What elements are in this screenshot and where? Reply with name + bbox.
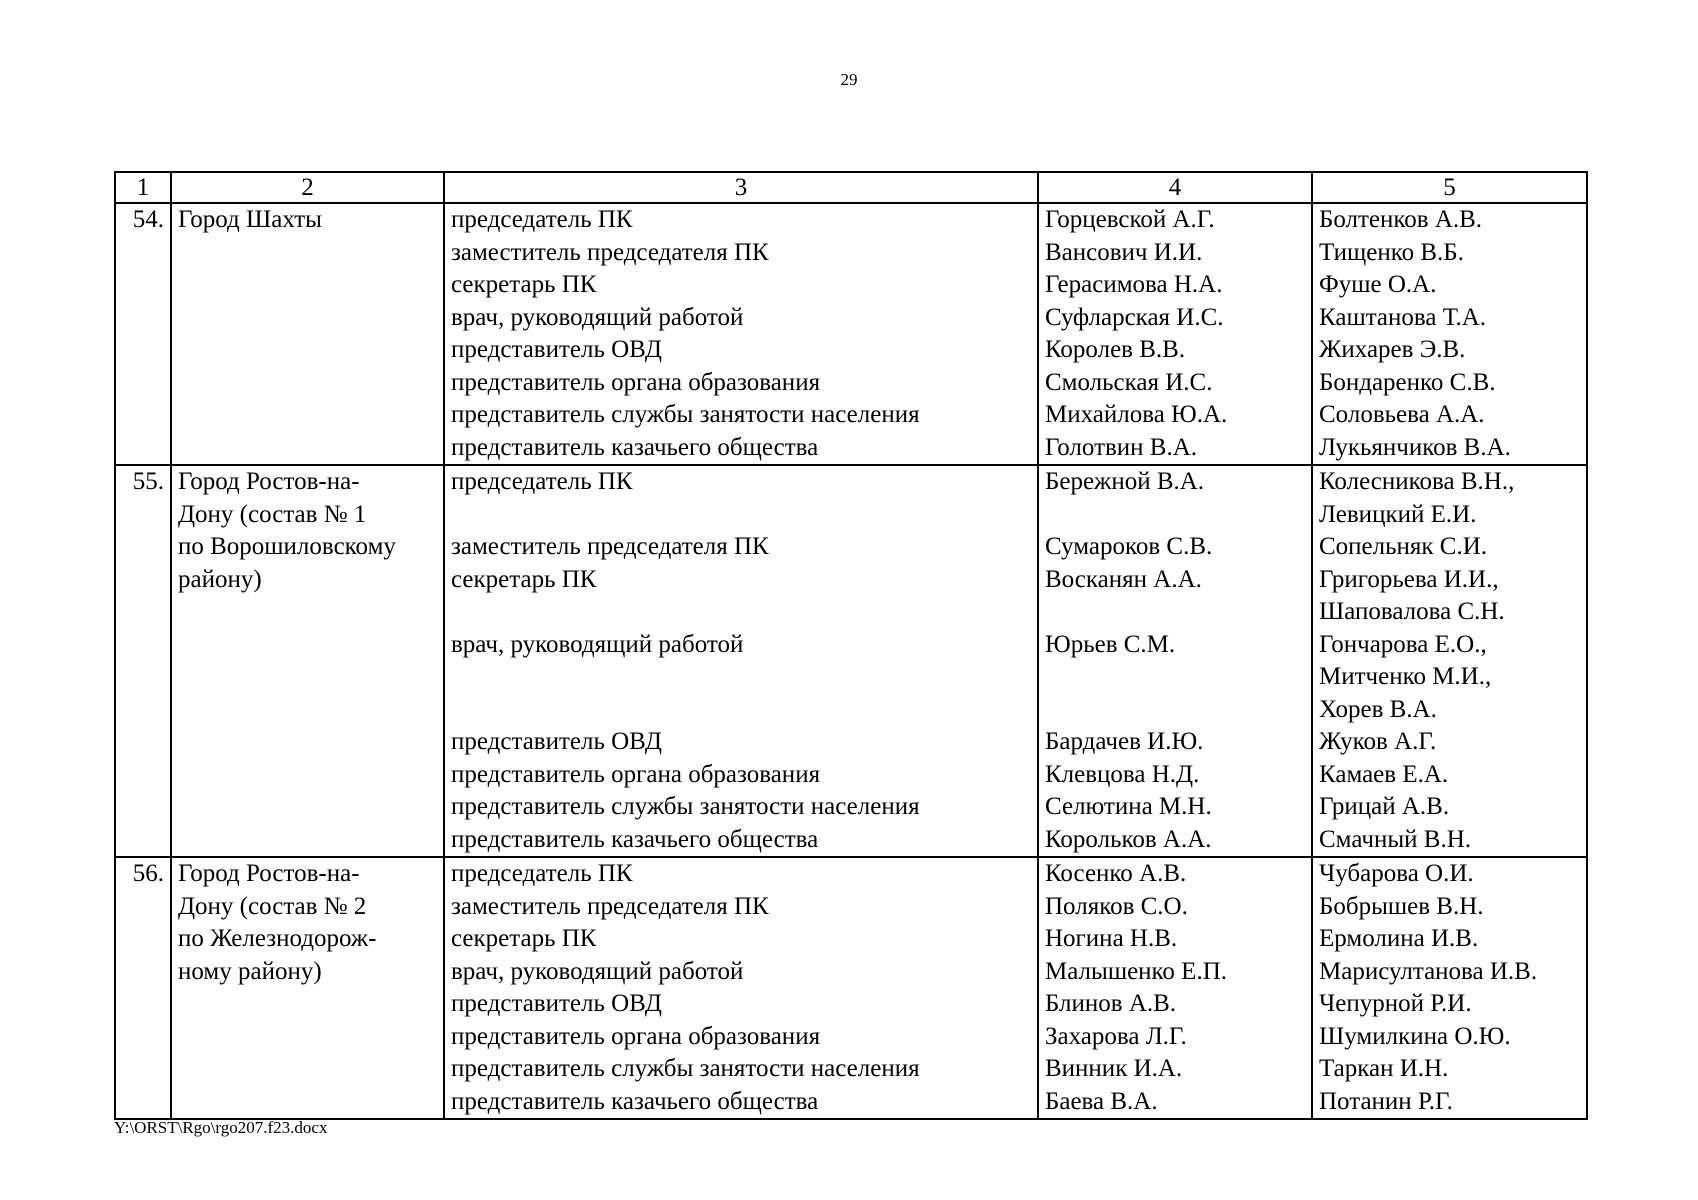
area-name-line: ному району) [178,957,322,985]
area-cell [171,203,444,465]
main-member-name: Косенко А.В. [1045,860,1187,887]
role-line: заместитель председателя ПК [451,892,769,920]
table-row [115,465,1587,857]
main-member-name: Баева В.А. [1045,1087,1158,1115]
reserve-member-name: Шаповалова С.Н. [1319,598,1505,625]
role-line: представитель службы занятости населения [451,401,920,428]
role-line: представитель казачьего общества [451,433,819,461]
role-line: секретарь ПК [451,925,597,952]
role-line [451,596,1031,629]
role-line: председатель ПК [451,860,633,887]
area-name-line: Дону (состав № 2 [178,892,367,920]
header-col-3: 3 [444,172,1038,203]
reserve-member-name: Хорев В.А. [1319,695,1437,723]
role-line: врач, руководящий работой [451,957,744,985]
header-col-1: 1 [115,172,171,203]
header-row [115,172,1587,203]
reserve-member-name: Чепурной Р.И. [1319,990,1472,1017]
reserve-member-name: Гончарова Е.О., [1319,630,1487,658]
main-member-name: Горцевской А.Г. [1045,206,1215,233]
area-name-line: по Железнодорож- [178,925,377,952]
area-cell [171,857,444,1119]
main-member-name: Герасимова Н.А. [1045,271,1223,298]
main-member-cell [1038,203,1312,465]
role-cell [444,465,1038,857]
main-member-cell [1038,857,1312,1119]
role-line: врач, руководящий работой [451,630,744,658]
role-line: представитель органа образования [451,368,821,396]
role-line [451,661,1031,694]
reserve-member-name: Камаев Е.А. [1319,760,1449,788]
reserve-member-name: Бобрышев В.Н. [1319,892,1484,920]
row-number: 54. [115,203,171,465]
main-member-name: Голотвин В.А. [1045,433,1198,461]
reserve-member-name: Сопельняк С.И. [1319,533,1488,560]
area-name-line: району) [178,565,262,593]
main-member-name: Блинов А.В. [1045,990,1177,1017]
reserve-member-name: Бондаренко С.В. [1319,368,1496,396]
area-name-line: Город Ростов-на- [178,468,360,495]
table-row [115,203,1587,465]
reserve-member-name: Жуков А.Г. [1319,728,1437,755]
role-line: заместитель председателя ПК [451,238,769,266]
header-col-5: 5 [1312,172,1587,203]
main-member-name [1045,499,1305,532]
main-member-name: Сумароков С.В. [1045,533,1213,560]
role-line: представитель казачьего общества [451,1087,819,1115]
reserve-member-name: Фуше О.А. [1319,271,1437,298]
main-member-name [1045,596,1305,629]
main-member-name: Бережной В.А. [1045,468,1205,495]
main-member-name: Бардачев И.Ю. [1045,728,1204,755]
role-line: врач, руководящий работой [451,303,744,331]
reserve-member-cell [1312,857,1587,1119]
reserve-member-name: Шумилкина О.Ю. [1319,1022,1511,1050]
reserve-member-name: Митченко М.И., [1319,663,1492,690]
area-name-line: по Ворошиловскому [178,533,396,560]
area-name-line: Город Шахты [178,206,322,233]
header-col-4: 4 [1038,172,1312,203]
role-line: заместитель председателя ПК [451,533,769,560]
role-line: представитель службы занятости населения [451,793,920,820]
role-line: представитель ОВД [451,990,662,1017]
main-member-name: Михайлова Ю.А. [1045,401,1228,428]
main-member-name: Ногина Н.В. [1045,925,1178,952]
reserve-member-name: Потанин Р.Г. [1319,1087,1453,1115]
main-member-name: Захарова Л.Г. [1045,1022,1187,1050]
main-member-name: Селютина М.Н. [1045,793,1212,820]
main-member-name [1045,694,1305,727]
reserve-member-cell [1312,465,1587,857]
role-line: представитель службы занятости населения [451,1055,920,1082]
reserve-member-name: Григорьева И.И., [1319,565,1499,593]
reserve-member-name: Соловьева А.А. [1319,401,1485,428]
role-line [451,499,1031,532]
role-cell [444,857,1038,1119]
reserve-member-name: Левицкий Е.И. [1319,500,1477,528]
reserve-member-name: Колесникова В.Н., [1319,468,1515,495]
area-cell [171,465,444,857]
main-member-name: Корольков А.А. [1045,825,1212,853]
page-number: 29 [840,70,858,89]
reserve-member-name: Каштанова Т.А. [1319,303,1487,331]
reserve-member-name: Болтенков А.В. [1319,206,1483,233]
reserve-member-name: Смачный В.Н. [1319,825,1472,853]
commission-table [114,171,1588,1120]
header-col-2: 2 [171,172,444,203]
main-member-name [1045,661,1305,694]
reserve-member-name: Лукьянчиков В.А. [1319,433,1511,461]
reserve-member-name: Таркан И.Н. [1319,1055,1449,1082]
role-line: представитель органа образования [451,760,821,788]
reserve-member-name: Ермолина И.В. [1319,925,1479,952]
main-member-name: Королев В.В. [1045,336,1186,363]
area-name-line: Город Ростов-на- [178,860,360,887]
reserve-member-name: Грицай А.В. [1319,793,1450,820]
row-number: 56. [115,857,171,1119]
role-cell [444,203,1038,465]
reserve-member-name: Марисултанова И.В. [1319,957,1538,985]
main-member-name: Поляков С.О. [1045,892,1188,920]
file-path-footer: Y:\ORST\Rgo\rgo207.f23.docx [114,1118,328,1137]
role-line: секретарь ПК [451,271,597,298]
reserve-member-name: Жихарев Э.В. [1319,336,1466,363]
main-member-cell [1038,465,1312,857]
reserve-member-name: Чубарова О.И. [1319,860,1474,887]
table-row [115,857,1587,1119]
role-line: председатель ПК [451,468,633,495]
role-line [451,694,1031,727]
main-member-name: Малышенко Е.П. [1045,957,1227,985]
area-name-line: Дону (состав № 1 [178,500,367,528]
main-member-name: Смольская И.С. [1045,368,1213,396]
main-member-name: Юрьев С.М. [1045,630,1176,658]
role-line: представитель ОВД [451,336,662,363]
main-member-name: Винник И.А. [1045,1055,1183,1082]
row-number: 55. [115,465,171,857]
main-member-name: Клевцова Н.Д. [1045,760,1200,788]
role-line: секретарь ПК [451,565,597,593]
role-line: председатель ПК [451,206,633,233]
main-member-name: Суфларская И.С. [1045,303,1224,331]
role-line: представитель ОВД [451,728,662,755]
main-member-name: Восканян А.А. [1045,565,1202,593]
main-member-name: Вансович И.И. [1045,238,1203,266]
role-line: представитель казачьего общества [451,825,819,853]
reserve-member-cell [1312,203,1587,465]
role-line: представитель органа образования [451,1022,821,1050]
reserve-member-name: Тищенко В.Б. [1319,238,1464,266]
